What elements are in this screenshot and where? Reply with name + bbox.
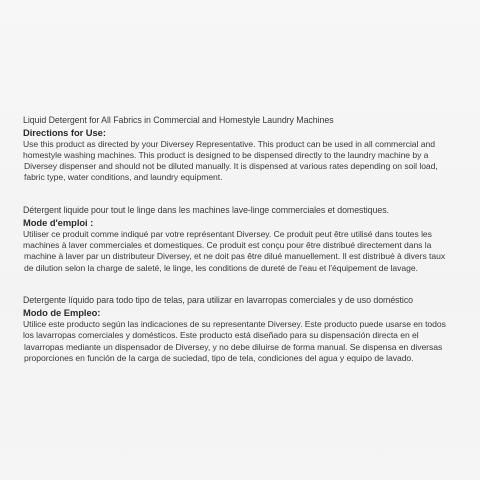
spanish-title: Detergente líquido para todo tipo de telas, para utilizar en lavarropas comerciales y de uso doméstico	[23, 295, 414, 305]
english-line: fabric type, water conditions, and laundry equipment.	[24, 172, 223, 182]
english-line: homestyle washing machines. This product is designed to be dispensed directly to the laundry machine by a	[23, 150, 429, 160]
spanish-line: proporciones en función de la carga de suciedad, tipo de tela, condiciones del agua y equipo de lavado.	[24, 353, 414, 363]
french-line: machine à laver par un distributeur Diversey, et ne doit pas être dilué manuellement. Il est distribué à divers taux	[24, 251, 446, 261]
spanish-line: lavarropas mediante un dispensador de Diversey, y no debe diluirse de forma manual. Se dispensa en diversas	[24, 342, 443, 352]
english-line: Diversey dispenser and should not be diluted manually. It is dispensed at various rates depending on soil load,	[24, 161, 438, 171]
english-title: Liquid Detergent for All Fabrics in Commercial and Homestyle Laundry Machines	[23, 115, 334, 125]
english-line: Use this product as directed by your Diversey Representative. This product can be used in all commercial and	[23, 139, 435, 149]
french-line: Utiliser ce produit comme indiqué par votre représentant Diversey. Ce produit peut être utilisé dans toutes les	[23, 229, 432, 239]
french-title: Détergent liquide pour tout le linge dans les machines lave-linge commerciales et domestiques.	[23, 205, 389, 215]
spanish-line: Utilice este producto según las indicaciones de su representante Diversey. Este producto puede usarse en todos	[23, 319, 446, 329]
spanish-heading: Modo de Empleo:	[23, 307, 101, 318]
french-line: de dilution selon la charge de saleté, le linge, les conditions de dureté de l'eau et l'équipement de lavage.	[24, 263, 418, 273]
spanish-line: los lavarropas comerciales y domésticos. Este producto está diseñado para su dispensación directa en el	[23, 330, 419, 340]
french-line: machines à laver commerciales et domestiques. Ce produit est conçu pour être distribué directement dans la	[23, 240, 432, 250]
french-heading: Mode d'emploi :	[23, 217, 94, 228]
english-heading: Directions for Use:	[23, 127, 106, 138]
